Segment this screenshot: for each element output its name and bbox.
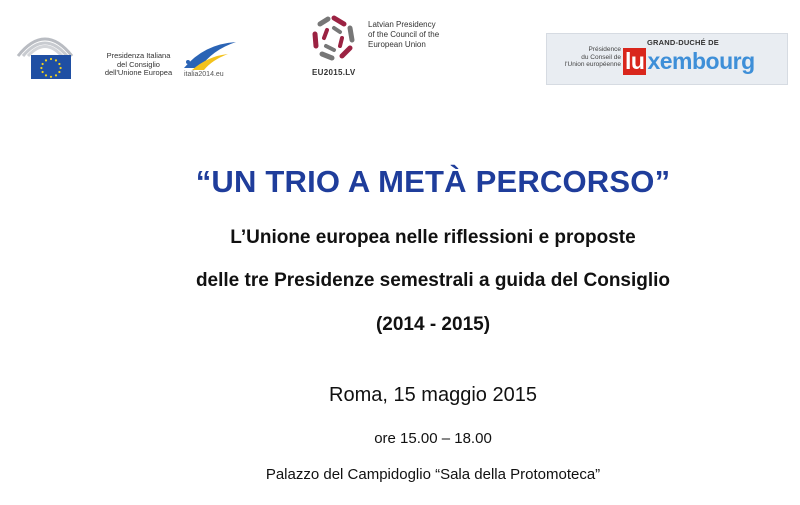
luxembourg-wordmark <box>623 48 755 75</box>
event-time: ore 15.00 – 18.00 <box>374 430 492 447</box>
italian-presidency-url: italia2014.eu <box>184 71 224 78</box>
luxembourg-presidency-logo <box>546 33 788 85</box>
latvian-presidency-mark-icon <box>306 10 362 66</box>
event-years: (2014 - 2015) <box>375 314 491 335</box>
eu-council-emblem-icon <box>14 26 76 82</box>
event-title: “UN TRIO A METÀ PERCORSO” <box>195 164 671 199</box>
luxembourg-heading: GRAND-DUCHÉ DE <box>647 38 719 47</box>
event-subtitle-line-1: L’Unione europea nelle riflessioni e proposte <box>230 227 636 248</box>
italian-presidency-text: Presidenza Italiana del Consiglio dell'Unione Europea <box>104 51 173 77</box>
event-subtitle-line-2: delle tre Presidenze semestrali a guida del Consiglio <box>195 270 671 291</box>
latvian-presidency-code: EU2015.LV <box>312 68 356 77</box>
event-date: Roma, 15 maggio 2015 <box>329 384 537 406</box>
latvian-presidency-logo <box>306 10 466 80</box>
luxembourg-wordmark-box: lu <box>625 48 645 74</box>
italian-presidency-logo <box>14 26 244 86</box>
event-venue: Palazzo del Campidoglio “Sala della Protomoteca” <box>265 466 601 483</box>
luxembourg-wordmark-rest: xembourg <box>647 48 755 74</box>
luxembourg-presidency-text: Présidence du Conseil de l'Union européenne <box>564 46 621 68</box>
logo-bar <box>0 0 800 100</box>
latvian-presidency-text: Latvian Presidency of the Council of the European Union <box>368 20 440 49</box>
